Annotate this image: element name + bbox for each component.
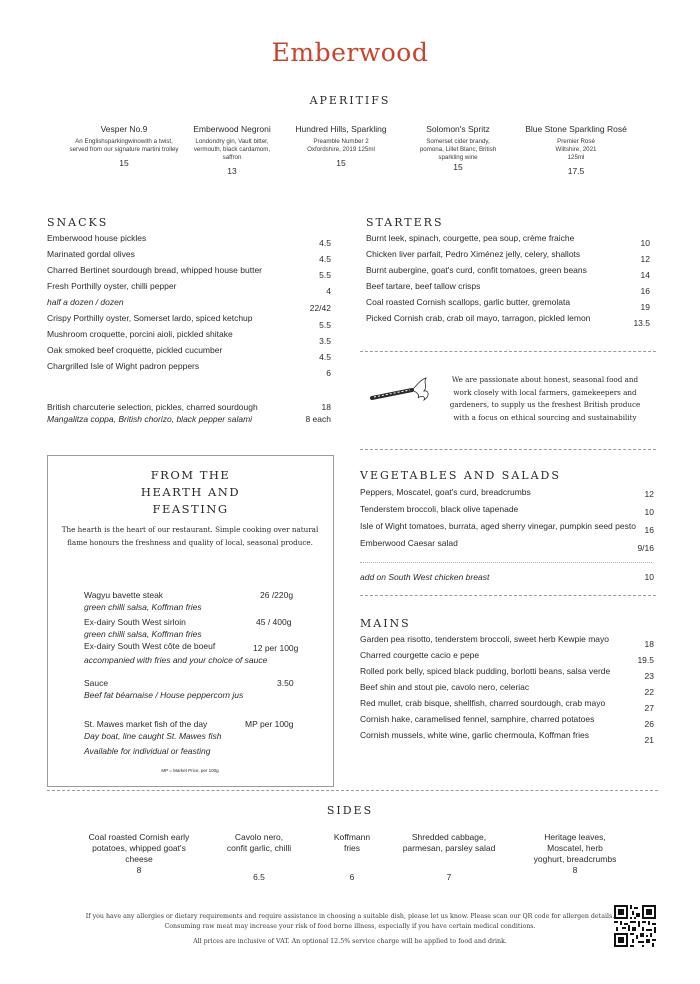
snack-price: 4.5 bbox=[319, 352, 331, 362]
addon-name: add on South West chicken breast bbox=[360, 572, 490, 582]
starter-price: 16 bbox=[640, 286, 650, 296]
snack-name: Chargrilled Isle of Wight padron peppers bbox=[47, 361, 200, 371]
aperitifs-title: APERITIFS bbox=[309, 94, 391, 107]
aperitif-item bbox=[285, 124, 397, 168]
charcuterie-sub: Mangalitza coppa, British chorizo, black pepper salami bbox=[47, 414, 253, 424]
addon-price: 10 bbox=[644, 572, 654, 582]
vegetable-name: Tenderstem broccoli, black olive tapenade bbox=[360, 504, 519, 514]
hearth-title-line: FEASTING bbox=[152, 502, 229, 516]
hearth-item-sub: accompanied with fries and your choice of sauce bbox=[84, 655, 268, 665]
snack-name: Crispy Porthilly oyster, Somerset lardo, spiced ketchup bbox=[47, 313, 253, 323]
vat-note: All prices are inclusive of VAT. An optional 12.5% service charge will be applied to food and drink. bbox=[193, 938, 507, 945]
snack-price: 6 bbox=[326, 368, 331, 378]
hearth-item-sub: Available for individual or feasting bbox=[84, 746, 211, 756]
vegetables-title: VEGETABLES AND SALADS bbox=[360, 469, 561, 482]
main-name: Cornish mussels, white wine, garlic chermoula, Koffman fries bbox=[360, 730, 589, 740]
starter-price: 10 bbox=[640, 238, 650, 248]
side-name: Cavolo nero, confit garlic, chilli bbox=[226, 832, 292, 853]
aperitif-price: 15 bbox=[119, 158, 129, 168]
market-price-note: MP = Market Price, per 100g bbox=[161, 768, 219, 773]
sourcing-note: We are passionate about honest, seasonal food and work closely with local farmers, gamekeepers and gardeners, to supply us the freshest British produce with a focus on ethical sourcing and sustainability bbox=[449, 375, 641, 422]
main-price: 22 bbox=[644, 687, 654, 697]
side-item bbox=[84, 832, 194, 876]
snacks-title: SNACKS bbox=[47, 216, 109, 229]
hearth-item-sub: Beef fat béarnaise / House peppercorn jus bbox=[84, 690, 244, 700]
aperitif-item bbox=[520, 124, 632, 176]
hearth-item-price: 45 / 400g bbox=[256, 617, 292, 627]
aperitif-desc: Preamble Number 2 Oxfordshire, 2019 125ml bbox=[307, 138, 375, 153]
snack-name: Mushroom croquette, porcini aioli, pickled shitake bbox=[47, 329, 233, 339]
side-price: 8 bbox=[572, 865, 578, 875]
aperitif-name: Emberwood Negroni bbox=[193, 124, 271, 134]
main-name: Rolled pork belly, spiced black pudding, borlotti beans, salsa verde bbox=[360, 666, 611, 676]
starter-price: 12 bbox=[640, 254, 650, 264]
starter-name: Chicken liver parfait, Pedro Ximénez jelly, celery, shallots bbox=[366, 249, 581, 259]
hearth-item-price: 26 /220g bbox=[260, 590, 294, 600]
aperitif-desc: Somerset cider brandy, pomona, Lillet Blanc, British sparkling wine bbox=[419, 138, 497, 161]
vegetable-name: Peppers, Moscatel, goat's curd, breadcrumbs bbox=[360, 487, 531, 497]
hearth-item-sub: green chilli salsa, Koffman fries bbox=[84, 629, 202, 639]
starter-price: 19 bbox=[640, 302, 650, 312]
aperitif-desc: An Englishsparkingwinowith a twist, served from our signature martini trolley bbox=[69, 138, 179, 153]
hearth-item-name: St. Mawes market fish of the day bbox=[84, 719, 208, 729]
main-price: 26 bbox=[644, 719, 654, 729]
side-price: 6 bbox=[349, 872, 355, 882]
side-name: Koffmann fries bbox=[333, 832, 371, 853]
snack-name: Emberwood house pickles bbox=[47, 233, 147, 243]
main-price: 21 bbox=[644, 735, 654, 745]
starter-name: Burnt aubergine, goat's curd, confit tomatoes, green beans bbox=[366, 265, 587, 275]
aperitif-item bbox=[176, 124, 288, 176]
starter-name: Burnt leek, spinach, courgette, pea soup, crème fraiche bbox=[366, 233, 575, 243]
aperitif-price: 15 bbox=[453, 162, 463, 172]
hearth-title-line: HEARTH AND bbox=[140, 485, 241, 499]
section-divider bbox=[360, 595, 656, 596]
section-divider bbox=[360, 351, 656, 352]
hearth-intro: The hearth is the heart of our restaurant. Simple cooking over natural flame honours the freshness and quality of local, seasonal produce. bbox=[61, 525, 319, 547]
aperitif-item bbox=[402, 124, 514, 172]
side-item bbox=[520, 832, 630, 876]
aperitif-name: Blue Stone Sparkling Rosé bbox=[525, 124, 627, 134]
brand-logo: Emberwood bbox=[271, 38, 429, 67]
snack-name: half a dozen / dozen bbox=[47, 297, 124, 307]
vegetable-name: Emberwood Caesar salad bbox=[360, 538, 458, 548]
aperitif-name: Vesper No.9 bbox=[100, 124, 148, 134]
hearth-item-name: Sauce bbox=[84, 678, 109, 688]
flaming-torch-icon bbox=[368, 376, 434, 412]
side-item bbox=[394, 832, 504, 883]
side-price: 6.5 bbox=[253, 872, 265, 882]
hearth-item-sub: green chilli salsa, Koffman fries bbox=[84, 602, 202, 612]
mains-title: MAINS bbox=[360, 617, 411, 630]
section-divider bbox=[360, 562, 652, 563]
starter-name: Beef tartare, beef tallow crisps bbox=[366, 281, 481, 291]
side-name: Coal roasted Cornish early potatoes, whipped goat's cheese bbox=[88, 832, 190, 864]
hearth-item-name: Ex-dairy South West sirloin bbox=[84, 617, 186, 627]
main-price: 23 bbox=[644, 671, 654, 681]
snack-name: Charred Bertinet sourdough bread, whipped house butter bbox=[47, 265, 263, 275]
vegetable-price: 9/16 bbox=[637, 543, 654, 553]
hearth-item-price: 3.50 bbox=[277, 678, 294, 688]
snack-price: 4.5 bbox=[319, 238, 331, 248]
main-name: Beef shin and stout pie, cavolo nero, celeriac bbox=[360, 682, 530, 692]
hearth-item-price: 12 per 100g bbox=[253, 643, 299, 653]
raw-meat-note: Consuming raw meat may increase your risk of food borne illness, especially if you have certain medical conditions. bbox=[164, 923, 536, 930]
snack-name: Marinated gordal olives bbox=[47, 249, 135, 259]
sides-title: SIDES bbox=[326, 804, 374, 817]
main-name: Cornish hake, caramelised fennel, samphire, charred potatoes bbox=[360, 714, 595, 724]
starter-price: 13.5 bbox=[633, 318, 650, 328]
main-price: 19.5 bbox=[637, 655, 654, 665]
main-price: 27 bbox=[644, 703, 654, 713]
main-name: Garden pea risotto, tenderstem broccoli, sweet herb Kewpie mayo bbox=[360, 634, 609, 644]
charcuterie-price: 18 bbox=[321, 402, 331, 412]
hearth-item-price: MP per 100g bbox=[245, 719, 294, 729]
side-item bbox=[204, 832, 314, 883]
main-price: 18 bbox=[644, 639, 654, 649]
side-name: Shredded cabbage, parmesan, parsley salad bbox=[402, 832, 496, 853]
section-divider bbox=[360, 449, 656, 450]
snack-price: 4.5 bbox=[319, 254, 331, 264]
allergy-note: If you have any allergies or dietary requirements and require assistance in choosing a suitable dish, please let us know. Please scan our QR code for allergen details. bbox=[85, 913, 615, 920]
aperitif-name: Hundred Hills, Sparkling bbox=[295, 124, 387, 134]
aperitif-price: 17.5 bbox=[567, 166, 585, 176]
snack-price: 5.5 bbox=[319, 320, 331, 330]
side-price: 7 bbox=[446, 872, 452, 882]
hearth-title bbox=[47, 467, 334, 518]
side-name: Heritage leaves, Moscatel, herb yoghurt, breadcrumbs bbox=[533, 832, 617, 864]
charcuterie-sub-price: 8 each bbox=[305, 414, 331, 424]
snack-name: Oak smoked beef croquette, pickled cucumber bbox=[47, 345, 223, 355]
starter-name: Coal roasted Cornish scallops, garlic butter, gremolata bbox=[366, 297, 571, 307]
section-divider bbox=[47, 790, 658, 791]
snack-price: 5.5 bbox=[319, 270, 331, 280]
aperitif-desc: Londondry gin, Vault bitter, vermouth, black cardamom, saffron bbox=[193, 138, 271, 161]
aperitif-name: Solomon's Spritz bbox=[426, 124, 490, 134]
starter-price: 14 bbox=[640, 270, 650, 280]
snack-price: 3.5 bbox=[319, 336, 331, 346]
main-name: Charred courgette cacio e pepe bbox=[360, 650, 480, 660]
vegetable-price: 10 bbox=[644, 507, 654, 517]
aperitif-desc: Premier Rosé Wiltshire, 2021 125ml bbox=[555, 138, 597, 161]
starter-name: Picked Cornish crab, crab oil mayo, tarragon, pickled lemon bbox=[366, 313, 591, 323]
hearth-item-sub: Day boat, line caught St. Mawes fish bbox=[84, 731, 222, 741]
charcuterie-name: British charcuterie selection, pickles, charred sourdough bbox=[47, 402, 258, 412]
snack-name: Fresh Porthilly oyster, chilli pepper bbox=[47, 281, 177, 291]
side-price: 8 bbox=[136, 865, 142, 875]
hearth-item-name: Ex-dairy South West côte de boeuf bbox=[84, 641, 216, 651]
aperitif-price: 13 bbox=[227, 166, 237, 176]
qr-code-icon[interactable] bbox=[614, 905, 656, 947]
hearth-item-name: Wagyu bavette steak bbox=[84, 590, 164, 600]
snack-price: 4 bbox=[326, 286, 331, 296]
hearth-title-line: FROM THE bbox=[150, 468, 231, 482]
aperitif-price: 15 bbox=[336, 158, 346, 168]
side-item bbox=[300, 832, 404, 883]
vegetable-name: Isle of Wight tomatoes, burrata, aged sherry vinegar, pumpkin seed pesto bbox=[360, 521, 636, 531]
vegetable-price: 12 bbox=[644, 489, 654, 499]
aperitif-item bbox=[68, 124, 180, 168]
snack-price: 22/42 bbox=[309, 303, 331, 313]
main-name: Red mullet, crab bisque, shellfish, charred sourdough, crab mayo bbox=[360, 698, 606, 708]
vegetable-price: 16 bbox=[644, 525, 654, 535]
starters-title: STARTERS bbox=[366, 216, 444, 229]
